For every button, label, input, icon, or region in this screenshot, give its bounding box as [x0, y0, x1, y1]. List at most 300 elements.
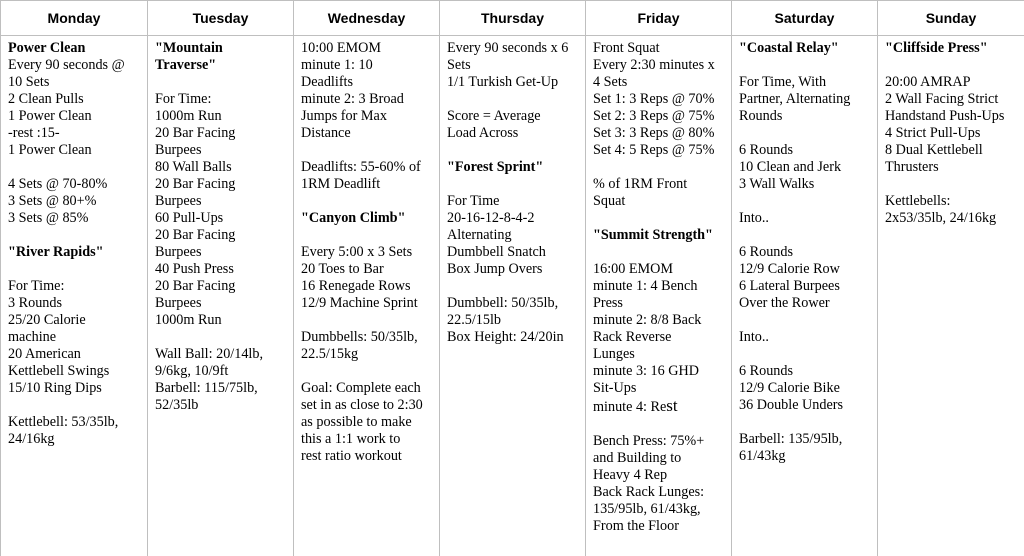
workout-line [8, 142, 142, 159]
line-text: 15/10 Ring Dips [8, 380, 102, 396]
line-text: 10 Sets [8, 74, 50, 90]
workout-line [593, 329, 726, 346]
workout-line [155, 346, 288, 363]
workout-line [593, 467, 726, 484]
workout-line [593, 176, 726, 193]
line-text: Alternating [447, 227, 512, 243]
workout-line [8, 227, 142, 244]
day-workout-text [732, 36, 877, 465]
workout-line [155, 125, 288, 142]
workout-line [8, 397, 142, 414]
line-text: -rest :15- [8, 125, 60, 141]
workout-line [593, 159, 726, 176]
line-text: Set 4: 5 Reps @ 75% [593, 142, 715, 158]
workout-line [739, 57, 872, 74]
workout-line [8, 329, 142, 346]
line-text: Set 1: 3 Reps @ 70% [593, 91, 715, 107]
workout-line [739, 346, 872, 363]
workout-line [447, 193, 580, 210]
line-text: Box Height: 24/20in [447, 329, 564, 345]
workout-line [155, 278, 288, 295]
line-text: 6 Lateral Burpees [739, 278, 840, 294]
workout-line [155, 210, 288, 227]
workout-title [593, 227, 726, 244]
workout-line [593, 244, 726, 261]
workout-line [301, 108, 434, 125]
day-header: Monday [1, 0, 147, 36]
workout-line [301, 329, 434, 346]
line-text: "Cliffside Press" [885, 40, 988, 56]
line-text: 4 Sets [593, 74, 628, 90]
workout-title [739, 40, 872, 57]
line-text: 4 Strict Pull-Ups [885, 125, 981, 141]
line-text: Load Across [447, 125, 519, 141]
line-text: 9/6kg, 10/9ft [155, 363, 229, 379]
line-text: Set 2: 3 Reps @ 75% [593, 108, 715, 124]
line-text: "Summit Strength" [593, 227, 713, 243]
line-text: Kettlebell Swings [8, 363, 110, 379]
line-text: 6 Rounds [739, 244, 793, 260]
workout-line [739, 193, 872, 210]
workout-line [593, 261, 726, 278]
line-text: 3 Rounds [8, 295, 62, 311]
day-header: Wednesday [294, 0, 439, 36]
day-workout-text [878, 36, 1024, 227]
line-text: Traverse" [155, 57, 217, 73]
line-text: Kettlebell: 53/35lb, [8, 414, 119, 430]
workout-line [301, 278, 434, 295]
workout-line [301, 346, 434, 363]
line-text: Distance [301, 125, 351, 141]
workout-line [155, 176, 288, 193]
line-text: Barbell: 135/95lb, [739, 431, 843, 447]
line-text: 52/35lb [155, 397, 199, 413]
workout-line [593, 125, 726, 142]
workout-line [155, 91, 288, 108]
line-text: Every 90 seconds x 6 [447, 40, 569, 56]
day-workout-text [1, 36, 147, 448]
line-text: 25/20 Calorie [8, 312, 86, 328]
workout-line [8, 363, 142, 380]
workout-line [593, 416, 726, 433]
line-text: 1 Power Clean [8, 108, 92, 124]
workout-line [155, 380, 288, 397]
workout-line [739, 295, 872, 312]
line-text: this a 1:1 work to [301, 431, 401, 447]
line-text: 12/9 Calorie Row [739, 261, 840, 277]
workout-line [593, 501, 726, 518]
line-text: Deadlifts: 55-60% of [301, 159, 421, 175]
workout-line [885, 159, 1019, 176]
workout-line [885, 57, 1019, 74]
day-column-wednesday [294, 0, 440, 556]
workout-line [8, 414, 142, 431]
day-header: Saturday [732, 0, 877, 36]
day-column-saturday [732, 0, 878, 556]
workout-line [301, 295, 434, 312]
workout-line [155, 397, 288, 414]
workout-line [885, 91, 1019, 108]
workout-line [8, 57, 142, 74]
workout-line [301, 40, 434, 57]
workout-line [301, 91, 434, 108]
line-text: Kettlebells: [885, 193, 951, 209]
workout-line [593, 363, 726, 380]
line-text: Burpees [155, 295, 202, 311]
workout-line [885, 176, 1019, 193]
workout-line [593, 108, 726, 125]
line-text: 20 Bar Facing [155, 176, 236, 192]
workout-line [155, 312, 288, 329]
workout-line [447, 312, 580, 329]
line-text: For Time, With [739, 74, 827, 90]
line-text: Over the Rower [739, 295, 830, 311]
workout-line [155, 227, 288, 244]
line-text: Burpees [155, 142, 202, 158]
line-text: "Coastal Relay" [739, 40, 839, 56]
workout-line [447, 74, 580, 91]
line-text: Sit-Ups [593, 380, 637, 396]
workout-line [447, 176, 580, 193]
workout-line [8, 380, 142, 397]
workout-line [301, 261, 434, 278]
workout-line [8, 91, 142, 108]
workout-line [739, 261, 872, 278]
day-header: Friday [586, 0, 731, 36]
day-workout-text [294, 36, 439, 465]
line-text: Deadlifts [301, 74, 354, 90]
workout-line [8, 74, 142, 91]
line-text: Into.. [739, 329, 769, 345]
line-text: 8 Dual Kettlebell [885, 142, 983, 158]
workout-line [447, 227, 580, 244]
workout-title [885, 40, 1019, 57]
workout-line [593, 91, 726, 108]
line-text: "Canyon Climb" [301, 210, 406, 226]
workout-line [301, 227, 434, 244]
line-text: For Time: [155, 91, 212, 107]
line-text: 61/43kg [739, 448, 786, 464]
line-text: Rounds [739, 108, 783, 124]
workout-line [155, 261, 288, 278]
workout-line [885, 193, 1019, 210]
workout-line [593, 278, 726, 295]
line-text: Every 90 seconds @ [8, 57, 125, 73]
workout-line [739, 227, 872, 244]
line-text: Lunges [593, 346, 635, 362]
workout-title [301, 210, 434, 227]
workout-title [8, 40, 142, 57]
workout-line [593, 518, 726, 535]
workout-line [155, 159, 288, 176]
day-workout-text [586, 36, 731, 535]
line-text: 20 Bar Facing [155, 278, 236, 294]
day-workout-text [148, 36, 293, 414]
workout-line [301, 414, 434, 431]
workout-line [885, 108, 1019, 125]
line-text: 2 Wall Facing Strict [885, 91, 999, 107]
workout-line [447, 108, 580, 125]
workout-line [739, 91, 872, 108]
line-text: 20-16-12-8-4-2 [447, 210, 535, 226]
line-text: Into.. [739, 210, 769, 226]
line-text: 3 Sets @ 80+% [8, 193, 97, 209]
workout-line [885, 74, 1019, 91]
workout-line [301, 431, 434, 448]
workout-line [739, 125, 872, 142]
workout-line [155, 244, 288, 261]
day-header: Tuesday [148, 0, 293, 36]
line-text: Squat [593, 193, 626, 209]
workout-line [593, 397, 726, 416]
workout-line [155, 142, 288, 159]
workout-line [447, 244, 580, 261]
line-text: Front Squat [593, 40, 660, 56]
workout-line [739, 414, 872, 431]
line-text: Every 2:30 minutes x [593, 57, 715, 73]
line-text: 22.5/15kg [301, 346, 359, 362]
line-text: Partner, Alternating [739, 91, 851, 107]
workout-line [739, 312, 872, 329]
workout-line [739, 244, 872, 261]
line-text: minute 1: 4 Bench [593, 278, 698, 294]
workout-line [8, 159, 142, 176]
workout-line [739, 278, 872, 295]
workout-line [155, 363, 288, 380]
workout-line [301, 448, 434, 465]
workout-line [301, 125, 434, 142]
workout-line [8, 431, 142, 448]
workout-line [593, 380, 726, 397]
workout-line [593, 40, 726, 57]
workout-line [155, 193, 288, 210]
line-text: Dumbbells: 50/35lb, [301, 329, 418, 345]
workout-line [593, 57, 726, 74]
line-text: Bench Press: 75%+ [593, 433, 705, 449]
line-text: machine [8, 329, 57, 345]
workout-line [593, 346, 726, 363]
workout-line [593, 312, 726, 329]
line-text: minute 2: 3 Broad [301, 91, 404, 107]
line-text: For Time [447, 193, 500, 209]
line-text: as possible to make [301, 414, 412, 430]
workout-line [155, 295, 288, 312]
line-text: 6 Rounds [739, 363, 793, 379]
day-workout-text [440, 36, 585, 346]
workout-line [885, 142, 1019, 159]
workout-title [447, 159, 580, 176]
day-column-tuesday [148, 0, 294, 556]
workout-line [301, 363, 434, 380]
line-text: Back Rack Lunges: [593, 484, 705, 500]
workout-line [447, 295, 580, 312]
line-text: Heavy 4 Rep [593, 467, 668, 483]
line-text: 20 Bar Facing [155, 227, 236, 243]
line-text: 24/16kg [8, 431, 55, 447]
workout-line [593, 142, 726, 159]
workout-line [301, 74, 434, 91]
line-text: 20 Bar Facing [155, 125, 236, 141]
workout-line [8, 346, 142, 363]
workout-line [739, 363, 872, 380]
line-text: 3 Wall Walks [739, 176, 815, 192]
workout-line [447, 142, 580, 159]
workout-line [155, 329, 288, 346]
line-text: 3 Sets @ 85% [8, 210, 89, 226]
line-text: "Forest Sprint" [447, 159, 544, 175]
line-text: Jumps for Max [301, 108, 387, 124]
line-text: minute 2: 8/8 Back [593, 312, 702, 328]
line-text: Sets [447, 57, 471, 73]
workout-line [593, 295, 726, 312]
line-text: Burpees [155, 193, 202, 209]
line-text: 60 Pull-Ups [155, 210, 224, 226]
line-text: "Mountain [155, 40, 223, 56]
workout-line [739, 329, 872, 346]
line-text: Press [593, 295, 623, 311]
workout-line [593, 210, 726, 227]
workout-line [301, 312, 434, 329]
workout-line [593, 484, 726, 501]
line-text: Dumbbell Snatch [447, 244, 546, 260]
line-text: Wall Ball: 20/14lb, [155, 346, 264, 362]
workout-line [301, 176, 434, 193]
line-text: 10 Clean and Jerk [739, 159, 842, 175]
line-text: 1000m Run [155, 312, 222, 328]
workout-line [447, 210, 580, 227]
day-header: Sunday [878, 0, 1024, 36]
day-column-thursday [440, 0, 586, 556]
line-text: 4 Sets @ 70-80% [8, 176, 108, 192]
workout-line [447, 91, 580, 108]
line-text: 12/9 Calorie Bike [739, 380, 840, 396]
workout-line [301, 397, 434, 414]
workout-title [155, 40, 288, 57]
line-text: 20 American [8, 346, 81, 362]
day-column-friday [586, 0, 732, 556]
line-text: % of 1RM Front [593, 176, 688, 192]
workout-line [739, 397, 872, 414]
line-text: 40 Push Press [155, 261, 234, 277]
line-text: 1/1 Turkish Get-Up [447, 74, 559, 90]
workout-line [155, 108, 288, 125]
workout-line [8, 295, 142, 312]
line-text: Every 5:00 x 3 Sets [301, 244, 413, 260]
workout-line [447, 329, 580, 346]
line-text: Box Jump Overs [447, 261, 543, 277]
line-text: 80 Wall Balls [155, 159, 232, 175]
line-text: 1RM Deadlift [301, 176, 381, 192]
line-text: 10:00 EMOM [301, 40, 382, 56]
workout-line [739, 74, 872, 91]
line-text: 1000m Run [155, 108, 222, 124]
line-text: 2x53/35lb, 24/16kg [885, 210, 997, 226]
workout-line [447, 261, 580, 278]
line-text: Thrusters [885, 159, 939, 175]
workout-line [301, 244, 434, 261]
line-text: Dumbbell: 50/35lb, [447, 295, 559, 311]
day-column-monday [1, 0, 148, 556]
workout-line [8, 210, 142, 227]
workout-title [8, 244, 142, 261]
workout-line [155, 74, 288, 91]
workout-line [301, 142, 434, 159]
workout-line [739, 431, 872, 448]
line-text: 2 Clean Pulls [8, 91, 84, 107]
line-text: 20 Toes to Bar [301, 261, 384, 277]
line-text: For Time: [8, 278, 65, 294]
line-text: 12/9 Machine Sprint [301, 295, 418, 311]
workout-line [447, 125, 580, 142]
workout-line [8, 193, 142, 210]
workout-line [739, 108, 872, 125]
line-text: Goal: Complete each [301, 380, 421, 396]
line-text: 36 Double Unders [739, 397, 844, 413]
workout-line [593, 193, 726, 210]
workout-line [739, 380, 872, 397]
line-text: Score = Average [447, 108, 541, 124]
workout-line [301, 159, 434, 176]
line-text: Burpees [155, 244, 202, 260]
workout-line [593, 433, 726, 450]
workout-line [447, 278, 580, 295]
workout-line [8, 108, 142, 125]
line-text: From the Floor [593, 518, 679, 534]
workout-line [8, 125, 142, 142]
workout-line [885, 210, 1019, 227]
workout-line [593, 74, 726, 91]
workout-line [8, 312, 142, 329]
line-text: minute 1: 10 [301, 57, 373, 73]
line-text: 6 Rounds [739, 142, 793, 158]
line-text: Barbell: 115/75lb, [155, 380, 258, 396]
line-text: 135/95lb, 61/43kg, [593, 501, 701, 517]
workout-line [447, 57, 580, 74]
workout-line [739, 159, 872, 176]
workout-line [885, 125, 1019, 142]
workout-line [739, 448, 872, 465]
workout-line [301, 57, 434, 74]
workout-line [739, 142, 872, 159]
workout-title [155, 57, 288, 74]
line-text: 20:00 AMRAP [885, 74, 971, 90]
day-header: Thursday [440, 0, 585, 36]
line-text-suffix: st [666, 396, 678, 415]
workout-line [739, 210, 872, 227]
workout-line [447, 40, 580, 57]
line-text: Handstand Push-Ups [885, 108, 1005, 124]
line-text: Set 3: 3 Reps @ 80% [593, 125, 715, 141]
line-text: Rack Reverse [593, 329, 672, 345]
line-text: "River Rapids" [8, 244, 104, 260]
workout-line [301, 380, 434, 397]
line-text: set in as close to 2:30 [301, 397, 423, 413]
line-text: 16 Renegade Rows [301, 278, 411, 294]
workout-line [8, 176, 142, 193]
line-text: rest ratio workout [301, 448, 402, 464]
workout-line [301, 193, 434, 210]
line-text: minute 4: Re [593, 399, 667, 415]
day-column-sunday [878, 0, 1024, 556]
line-text: 1 Power Clean [8, 142, 92, 158]
line-text: 22.5/15lb [447, 312, 501, 328]
line-text: and Building to [593, 450, 682, 466]
workout-line [8, 278, 142, 295]
workout-line [593, 450, 726, 467]
line-text: minute 3: 16 GHD [593, 363, 700, 379]
workout-line [739, 176, 872, 193]
line-text: Power Clean [8, 40, 86, 56]
